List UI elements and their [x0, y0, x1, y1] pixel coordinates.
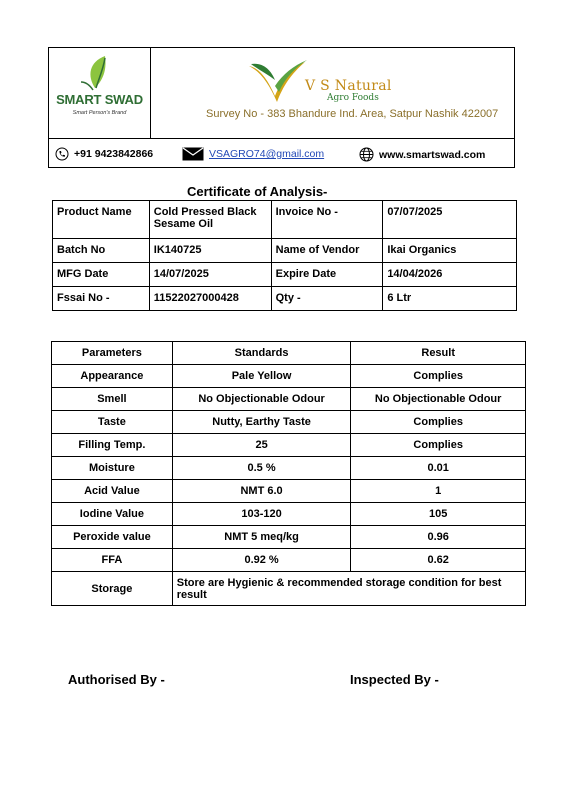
table-row — [53, 263, 517, 287]
phone-number: +91 9423842866 — [74, 148, 154, 160]
header-divider-horizontal — [49, 138, 514, 139]
param-standard: 0.92 % — [172, 549, 351, 572]
table-row — [52, 457, 526, 480]
envelope-icon — [182, 147, 204, 161]
email-link[interactable]: VSAGRO74@gmail.com — [209, 148, 325, 160]
param-name: Smell — [52, 388, 173, 411]
table-row — [52, 526, 526, 549]
brand-left-tagline: Smart Person's Brand — [72, 110, 127, 116]
param-result: 1 — [351, 480, 526, 503]
table-header-row — [52, 342, 526, 365]
value-expire-date: 14/04/2026 — [383, 263, 517, 287]
storage-row — [52, 572, 526, 606]
phone-icon — [55, 147, 69, 161]
table-row — [53, 239, 517, 263]
param-standard: Nutty, Earthy Taste — [172, 411, 351, 434]
param-standard: 25 — [172, 434, 351, 457]
email-contact — [182, 147, 324, 161]
brand-right-name: V S Natural — [305, 78, 392, 94]
table-row — [52, 388, 526, 411]
label-vendor: Name of Vendor — [271, 239, 383, 263]
table-row — [52, 480, 526, 503]
param-name: Appearance — [52, 365, 173, 388]
website-contact — [359, 147, 485, 162]
company-address: Survey No - 383 Bhandure Ind. Area, Satpur Nashik 422007 — [206, 108, 499, 120]
inspected-by-label: Inspected By - — [350, 672, 439, 687]
value-mfg-date: 14/07/2025 — [149, 263, 271, 287]
param-result: No Objectionable Odour — [351, 388, 526, 411]
label-mfg-date: MFG Date — [53, 263, 150, 287]
table-row — [52, 411, 526, 434]
header-standards: Standards — [172, 342, 351, 365]
param-standard: 0.5 % — [172, 457, 351, 480]
param-result: Complies — [351, 365, 526, 388]
param-name: Acid Value — [52, 480, 173, 503]
param-result: 0.62 — [351, 549, 526, 572]
storage-text: Store are Hygienic & recommended storage condition for best result — [172, 572, 525, 606]
param-name: Moisture — [52, 457, 173, 480]
leaf-icon — [49, 48, 150, 94]
table-row — [52, 365, 526, 388]
phone-contact — [55, 147, 153, 161]
header-divider-vertical — [150, 48, 151, 138]
table-row — [52, 503, 526, 526]
param-standard: NMT 5 meq/kg — [172, 526, 351, 549]
table-row — [52, 434, 526, 457]
authorised-by-label: Authorised By - — [68, 672, 165, 687]
param-name: Taste — [52, 411, 173, 434]
brand-left-name: SMART SWAD — [56, 92, 143, 107]
param-standard: NMT 6.0 — [172, 480, 351, 503]
storage-label: Storage — [52, 572, 173, 606]
value-batch-no: IK140725 — [149, 239, 271, 263]
label-invoice-no: Invoice No - — [271, 201, 383, 239]
brand-right-sub: Agro Foods — [327, 93, 379, 103]
param-result: 0.01 — [351, 457, 526, 480]
table-row — [53, 201, 517, 239]
param-result: Complies — [351, 434, 526, 457]
param-result: 0.96 — [351, 526, 526, 549]
globe-icon — [359, 147, 374, 162]
param-name: Peroxide value — [52, 526, 173, 549]
label-fssai-no: Fssai No - — [53, 287, 150, 311]
letterhead — [48, 47, 515, 168]
product-info-table — [52, 200, 517, 311]
table-row — [53, 287, 517, 311]
header-result: Result — [351, 342, 526, 365]
param-standard: Pale Yellow — [172, 365, 351, 388]
label-qty: Qty - — [271, 287, 383, 311]
header-parameters: Parameters — [52, 342, 173, 365]
parameters-table — [51, 341, 526, 606]
param-name: Iodine Value — [52, 503, 173, 526]
value-vendor: Ikai Organics — [383, 239, 517, 263]
value-product-name: Cold Pressed Black Sesame Oil — [149, 201, 271, 239]
param-name: Filling Temp. — [52, 434, 173, 457]
table-row — [52, 549, 526, 572]
label-batch-no: Batch No — [53, 239, 150, 263]
label-product-name: Product Name — [53, 201, 150, 239]
value-fssai-no: 11522027000428 — [149, 287, 271, 311]
value-invoice-no: 07/07/2025 — [383, 201, 517, 239]
vs-checkmark-logo-icon — [245, 56, 309, 106]
param-standard: No Objectionable Odour — [172, 388, 351, 411]
label-expire-date: Expire Date — [271, 263, 383, 287]
website-url[interactable]: www.smartswad.com — [379, 148, 486, 161]
document-title: Certificate of Analysis- — [187, 184, 328, 199]
param-name: FFA — [52, 549, 173, 572]
param-standard: 103-120 — [172, 503, 351, 526]
param-result: 105 — [351, 503, 526, 526]
value-qty: 6 Ltr — [383, 287, 517, 311]
param-result: Complies — [351, 411, 526, 434]
smart-swad-logo — [49, 48, 150, 138]
